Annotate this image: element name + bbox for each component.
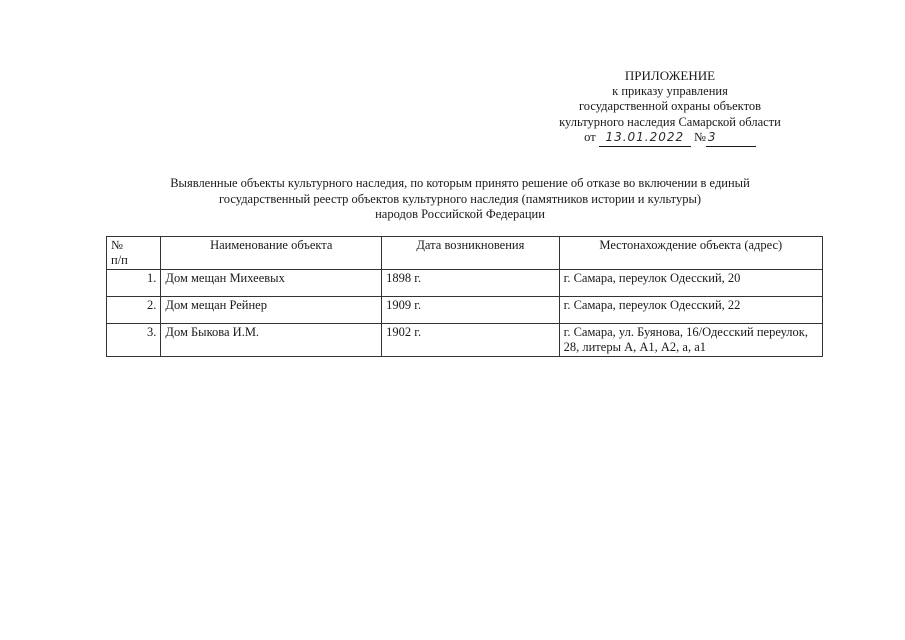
heading-line-3: народов Российской Федерации — [375, 207, 545, 221]
table-row — [107, 297, 823, 324]
table-row — [107, 324, 823, 357]
row-date: 1898 г. — [382, 270, 559, 297]
appendix-block — [520, 68, 820, 147]
row-object-name: Дом мещан Михеевых — [161, 270, 382, 297]
heritage-objects-table — [106, 236, 823, 357]
row-object-name: Дом Быкова И.М. — [161, 324, 382, 357]
row-object-name: Дом мещан Рейнер — [161, 297, 382, 324]
handwritten-order-date: 13.01.2022 — [599, 130, 691, 147]
table-header-row — [107, 237, 823, 270]
row-date: 1909 г. — [382, 297, 559, 324]
document-heading — [110, 176, 810, 223]
appendix-line-authority: государственной охраны объектов — [578, 99, 762, 113]
row-date: 1902 г. — [382, 324, 559, 357]
row-location: г. Самара, ул. Буянова, 16/Одесский переулок, 28, литеры А, А1, А2, а, а1 — [559, 324, 822, 357]
header-location: Местонахождение объекта (адрес) — [559, 237, 822, 270]
header-number-abbrev: п/п — [111, 253, 128, 267]
header-number-symbol: № — [111, 238, 123, 252]
header-date: Дата возникновения — [382, 237, 559, 270]
row-number: 3. — [107, 324, 161, 357]
row-number: 1. — [107, 270, 161, 297]
row-location: г. Самара, переулок Одесский, 20 — [559, 270, 822, 297]
order-date-number-line — [584, 130, 756, 147]
number-prefix: № — [693, 130, 706, 144]
date-prefix: от — [584, 130, 596, 144]
header-name: Наименование объекта — [161, 237, 382, 270]
table-row — [107, 270, 823, 297]
handwritten-order-number: 3 — [706, 130, 756, 147]
row-location: г. Самара, переулок Одесский, 22 — [559, 297, 822, 324]
appendix-title: ПРИЛОЖЕНИЕ — [624, 68, 716, 83]
appendix-line-order: к приказу управления — [612, 83, 728, 98]
row-number: 2. — [107, 297, 161, 324]
heading-line-2: государственный реестр объектов культурного наследия (памятников истории и культуры) — [218, 191, 702, 206]
header-number — [107, 237, 161, 270]
appendix-line-region: культурного наследия Самарской области — [559, 114, 781, 129]
heading-line-1: Выявленные объекты культурного наследия, по которым принято решение об отказе во включении в единый — [170, 176, 750, 190]
